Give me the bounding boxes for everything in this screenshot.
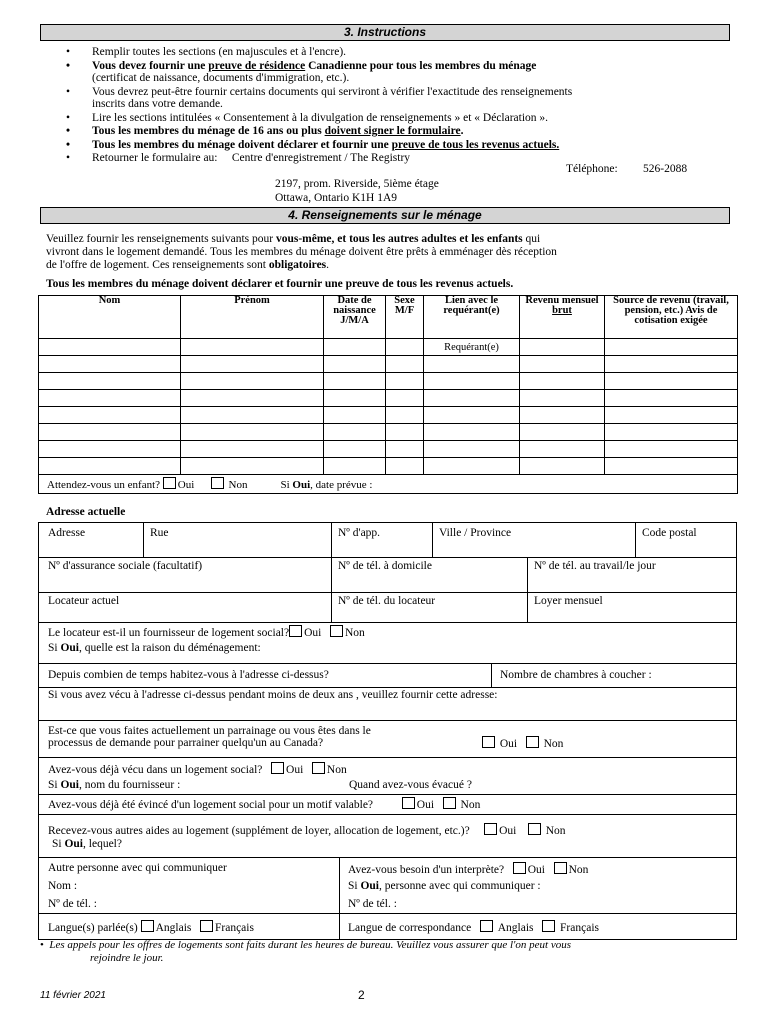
duration-row: [38, 663, 737, 687]
table-cell[interactable]: [520, 390, 605, 407]
social-landlord-row: [38, 622, 737, 663]
checkbox-oui[interactable]: [484, 823, 497, 835]
table-cell[interactable]: [181, 339, 324, 356]
question-moving-reason: Si Oui, quelle est la raison du déménagement:: [48, 642, 261, 654]
telephone-number: 526-2088: [643, 163, 688, 175]
table-cell[interactable]: [605, 458, 738, 475]
table-header-row: [39, 296, 738, 339]
phone-row: [38, 557, 737, 592]
table-cell[interactable]: [520, 356, 605, 373]
table-cell[interactable]: [39, 424, 181, 441]
current-address-heading: Adresse actuelle: [46, 506, 126, 518]
field-tel-travail[interactable]: [527, 558, 656, 592]
label-code-postal: Code postal: [642, 527, 697, 539]
table-cell[interactable]: [181, 356, 324, 373]
field-bedrooms[interactable]: [491, 664, 652, 687]
table-cell[interactable]: [39, 458, 181, 475]
instruction-item: • Tous les membres du ménage doivent déclarer et fournir une preuve de tous les revenus actuels.: [66, 138, 560, 151]
checkbox-oui[interactable]: [482, 736, 495, 748]
col-source-revenu: Source de revenu (travail, pension, etc.) Avis de cotisation exigée: [605, 296, 738, 339]
table-cell[interactable]: [324, 458, 386, 475]
question-sponsorship: Est-ce que vous faites actuellement un parrainage ou vous êtes dans le: [48, 725, 371, 737]
col-nom: Nom: [39, 296, 181, 339]
interpreter-cell: [339, 858, 589, 913]
table-cell[interactable]: [181, 390, 324, 407]
instruction-item: • Remplir toutes les sections (en majuscules et à l'encre).: [66, 46, 347, 58]
question-social-housing: Avez-vous déjà vécu dans un logement social? Oui Non: [48, 764, 347, 776]
table-cell[interactable]: [39, 390, 181, 407]
table-row: [39, 441, 738, 458]
table-cell[interactable]: [520, 407, 605, 424]
question-housing-aid: Recevez-vous autres aides au logement (supplément de loyer, allocation de logement, etc.)? Oui Non: [48, 825, 566, 837]
checkbox-non[interactable]: [443, 797, 456, 809]
label-adresse: Adresse: [48, 527, 86, 539]
table-cell[interactable]: [386, 390, 424, 407]
table-row: [39, 356, 738, 373]
sponsorship-row: [38, 720, 737, 757]
section-4-intro: vivront dans le logement demandé. Tous les membres du ménage doivent être prêts à emménager dès réception: [46, 246, 557, 258]
table-cell[interactable]: [605, 424, 738, 441]
table-cell[interactable]: [424, 407, 520, 424]
instruction-item: • Retourner le formulaire au: Centre d'enregistrement / The Registry: [66, 152, 411, 164]
table-cell[interactable]: [520, 424, 605, 441]
telephone-label: Téléphone:: [566, 163, 618, 175]
address-row: [38, 522, 737, 557]
question-evicted: Avez-vous déjà été évincé d'un logement social pour un motif valable? Oui Non: [48, 799, 481, 811]
label-interpreter-contact: Si Oui, personne avec qui communiquer :: [348, 880, 541, 892]
question-duration: Depuis combien de temps habitez-vous à l'adresse ci-dessus?: [48, 669, 329, 681]
col-sexe: Sexe M/F: [386, 296, 424, 339]
sponsorship-options: Oui Non: [482, 736, 563, 750]
section-3-header: 3. Instructions: [40, 24, 730, 41]
label-app: Nº d'app.: [338, 527, 381, 539]
field-app[interactable]: [331, 523, 381, 557]
field-ville[interactable]: [432, 523, 512, 557]
expecting-child-row: [39, 475, 738, 494]
table-cell[interactable]: [39, 373, 181, 390]
col-revenu: Revenu mensuel brut: [520, 296, 605, 339]
field-tel-domicile[interactable]: [331, 558, 432, 592]
table-cell[interactable]: [181, 373, 324, 390]
evicted-row: [38, 794, 737, 814]
table-cell[interactable]: [39, 356, 181, 373]
household-table: [38, 295, 738, 494]
table-cell[interactable]: [520, 373, 605, 390]
income-proof-note: Tous les membres du ménage doivent déclarer et fournir une preuve de tous les revenus actuels.: [46, 278, 514, 290]
footer-date: 11 février 2021: [40, 990, 106, 1001]
label-correspondence: Langue de correspondance Anglais Français: [348, 922, 599, 934]
instructions-list: [66, 46, 736, 166]
label-ville: Ville / Province: [439, 527, 512, 539]
table-cell[interactable]: [605, 356, 738, 373]
section-4-intro: Veuillez fournir les renseignements suivants pour vous-même, et tous les autres adultes et les enfants qui: [46, 233, 541, 245]
registry-address-line: 2197, prom. Riverside, 5ième étage: [275, 178, 439, 190]
field-tel-locateur[interactable]: [331, 593, 436, 622]
instruction-item: • Vous devez fournir une preuve de résidence Canadienne pour tous les membres du ménage (certificat de naissance, documents d'immigration, etc.).: [66, 59, 537, 84]
table-cell[interactable]: [424, 356, 520, 373]
checkbox-oui[interactable]: [513, 862, 526, 874]
footnote: • Les appels pour les offres de logements sont faits durant les heures de bureau. Veuillez vous assurer que l'on peut vous rejoindre le jour.: [40, 939, 572, 964]
table-cell[interactable]: [39, 441, 181, 458]
table-cell[interactable]: [424, 373, 520, 390]
table-cell[interactable]: [39, 339, 181, 356]
table-cell[interactable]: [386, 339, 424, 356]
contact-row: [38, 857, 737, 913]
label-bedrooms: Nombre de chambres à coucher :: [500, 669, 652, 681]
table-cell[interactable]: [605, 339, 738, 356]
table-cell[interactable]: [181, 458, 324, 475]
question-evacuated: Quand avez-vous évacué ?: [349, 779, 472, 791]
section-4-intro: de l'offre de logement. Ces renseignements sont obligatoires.: [46, 259, 330, 271]
instruction-item: • Lire les sections intitulées « Consentement à la divulgation de renseignements » et « Déclaration ».: [66, 111, 549, 124]
table-cell[interactable]: [386, 407, 424, 424]
checkbox-non[interactable]: [554, 862, 567, 874]
table-cell[interactable]: [424, 458, 520, 475]
table-cell[interactable]: [424, 424, 520, 441]
question-interpreter: Avez-vous besoin d'un interprète? Oui Non: [348, 864, 589, 876]
registry-address-line: Ottawa, Ontario K1H 1A9: [275, 192, 398, 204]
label-tel-domicile: Nº de tél. à domicile: [338, 560, 432, 572]
question-provider: Si Oui, nom du fournisseur :: [48, 779, 181, 791]
checkbox-oui[interactable]: [289, 625, 302, 637]
table-row: [39, 424, 738, 441]
table-cell[interactable]: [181, 441, 324, 458]
table-cell[interactable]: [605, 373, 738, 390]
label-tel-travail: Nº de tél. au travail/le jour: [534, 560, 656, 572]
table-cell[interactable]: [324, 373, 386, 390]
question-previous-address: Si vous avez vécu à l'adresse ci-dessus pendant moins de deux ans , veuillez fournir cette adresse:: [48, 689, 498, 701]
table-cell[interactable]: [324, 339, 386, 356]
field-loyer[interactable]: [527, 593, 603, 622]
checkbox-non[interactable]: [526, 736, 539, 748]
checkbox-oui[interactable]: [402, 797, 415, 809]
label-rue: Rue: [150, 527, 169, 539]
col-date-naissance: Date de naissance J/M/A: [324, 296, 386, 339]
table-row: [39, 390, 738, 407]
checkbox-non[interactable]: [330, 625, 343, 637]
table-cell[interactable]: [424, 441, 520, 458]
label-locateur: Locateur actuel: [48, 595, 120, 607]
table-cell[interactable]: [386, 373, 424, 390]
section-4-header: 4. Renseignements sur le ménage: [40, 207, 730, 224]
table-cell[interactable]: [605, 407, 738, 424]
question-which-aid: Si Oui, lequel?: [52, 838, 122, 850]
table-cell[interactable]: [324, 424, 386, 441]
housing-aid-row: [38, 814, 737, 857]
table-cell[interactable]: [181, 407, 324, 424]
table-cell[interactable]: [520, 441, 605, 458]
checkbox-francais[interactable]: [542, 920, 555, 932]
col-lien: Lien avec le requérant(e): [424, 296, 520, 339]
field-code-postal[interactable]: [635, 523, 697, 557]
table-cell[interactable]: [605, 390, 738, 407]
table-cell[interactable]: [39, 407, 181, 424]
instruction-item: • Vous devrez peut-être fournir certains documents qui serviront à vérifier l'exactitude des renseignements inscrits dans votre demande.: [66, 85, 573, 110]
social-housing-row: [38, 757, 737, 794]
table-row: [39, 458, 738, 475]
requerant-cell: Requérant(e): [424, 339, 520, 356]
table-cell[interactable]: [386, 356, 424, 373]
table-cell[interactable]: [181, 424, 324, 441]
label-interpreter-phone: Nº de tél. :: [348, 898, 397, 910]
previous-address-row[interactable]: [38, 687, 737, 720]
label-loyer: Loyer mensuel: [534, 595, 603, 607]
label-contact-name: Nom :: [48, 880, 78, 892]
table-cell[interactable]: [324, 390, 386, 407]
table-row: [39, 373, 738, 390]
language-row: [38, 913, 737, 940]
question-sponsorship: processus de demande pour parrainer quelqu'un au Canada?: [48, 737, 324, 749]
label-languages: Langue(s) parlée(s) Anglais Français: [48, 922, 254, 934]
checkbox-anglais[interactable]: [141, 920, 154, 932]
table-cell[interactable]: [605, 441, 738, 458]
col-prenom: Prénom: [181, 296, 324, 339]
label-contact-phone: Nº de tél. :: [48, 898, 97, 910]
table-cell[interactable]: [324, 356, 386, 373]
question-social-landlord: Le locateur est-il un fournisseur de logement social? Oui Non: [48, 627, 365, 639]
correspondence-cell: [339, 914, 599, 939]
table-cell[interactable]: [324, 441, 386, 458]
landlord-row: [38, 592, 737, 622]
instruction-item: • Tous les membres du ménage de 16 ans ou plus doivent signer le formulaire.: [66, 125, 464, 137]
checkbox-anglais[interactable]: [480, 920, 493, 932]
table-cell[interactable]: [324, 407, 386, 424]
table-row: [39, 407, 738, 424]
table-cell[interactable]: [386, 441, 424, 458]
table-cell[interactable]: [520, 339, 605, 356]
checkbox-non[interactable]: [528, 823, 541, 835]
label-other-contact: Autre personne avec qui communiquer: [48, 862, 227, 874]
checkbox-non[interactable]: [312, 762, 325, 774]
table-cell[interactable]: [424, 390, 520, 407]
table-cell[interactable]: [386, 458, 424, 475]
checkbox-oui[interactable]: [271, 762, 284, 774]
table-cell[interactable]: [520, 458, 605, 475]
table-row: [39, 339, 738, 356]
page-number: 2: [358, 988, 365, 1002]
table-cell[interactable]: [386, 424, 424, 441]
label-nas: Nº d'assurance sociale (facultatif): [48, 560, 203, 572]
checkbox-non[interactable]: [211, 477, 224, 489]
expecting-child-cell: Attendez-vous un enfant? Oui Non Si Oui, date prévue :: [39, 475, 738, 494]
checkbox-francais[interactable]: [200, 920, 213, 932]
checkbox-oui[interactable]: [163, 477, 176, 489]
label-tel-locateur: Nº de tél. du locateur: [338, 595, 436, 607]
field-rue[interactable]: [143, 523, 169, 557]
